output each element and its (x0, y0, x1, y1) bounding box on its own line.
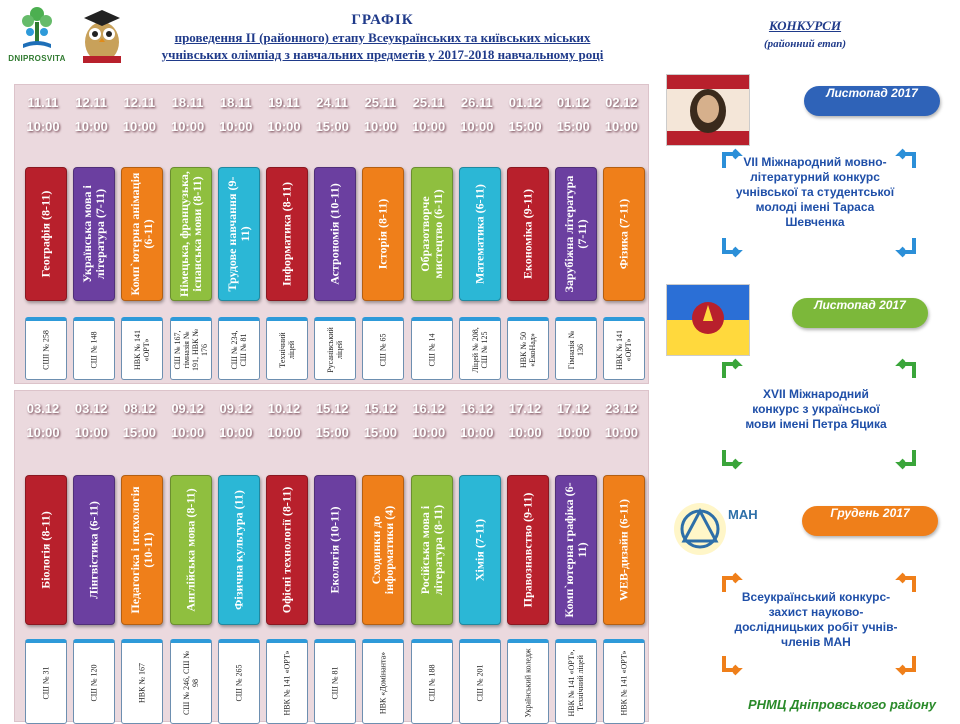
olympiad-time: 10:00 (122, 119, 157, 134)
schedule-column (453, 85, 497, 383)
subject-label: Історія (8-11) (375, 198, 390, 270)
footer-credit: РНМЦ Дніпровського району (748, 697, 936, 712)
venue-label: НВК № 141 «ОРТ» (615, 329, 634, 371)
subject-label: Зарубіжна література (7-11) (562, 175, 590, 293)
subject-card (603, 475, 645, 625)
subject-card (362, 167, 404, 301)
venue-label: НВК № 167 (137, 662, 147, 704)
venue-card (459, 317, 501, 380)
olympiad-date: 15.12 (315, 401, 349, 416)
olympiad-time: 10:00 (267, 119, 301, 134)
olympiad-time: 15:00 (508, 119, 542, 134)
venue-label: СШ № 31 (41, 666, 51, 700)
subject-label: Англійська мова (8-11) (183, 488, 198, 612)
schedule-column (115, 85, 159, 383)
subject-card (411, 167, 453, 301)
contest-2-corner-arrow-icon (896, 448, 916, 468)
schedule-panel-december (14, 390, 649, 722)
contest-2-month-pill: Листопад 2017 (792, 298, 928, 328)
venue-card (121, 317, 163, 380)
schedule-column (405, 391, 449, 721)
contest-3-month-pill: Грудень 2017 (802, 506, 938, 536)
venue-card (411, 639, 453, 724)
olympiad-date: 24.11 (316, 95, 349, 110)
venue-card (603, 317, 645, 380)
olympiad-time: 10:00 (556, 425, 590, 440)
venue-card (314, 639, 356, 724)
subject-label: Астрономія (10-11) (327, 183, 342, 285)
venue-label: НВК № 141 «ОРТ» (133, 329, 152, 371)
venue-label: СШ № 167, гімназія № 191, НВК № 176 (172, 328, 209, 372)
schedule-column (356, 391, 400, 721)
venue-label: Ліцей № 208, СШ № 125 (470, 327, 489, 373)
venue-card (266, 317, 308, 380)
contest-3-corner-arrow-icon (722, 574, 742, 594)
olympiad-date: 12.11 (123, 95, 156, 110)
subject-label: Економіка (9-11) (520, 189, 535, 280)
title-line-2: учнівських олімпіад з навчальних предметів у 2017-2018 навчальному році (161, 47, 604, 62)
olympiad-date: 17.12 (556, 401, 590, 416)
subject-label: Українська мова і література (7-11) (80, 185, 108, 283)
contest-1-corner-arrow-icon (896, 150, 916, 170)
contest-3-text: Всеукраїнський конкурс-захист науково-дослідницьких робіт учнів-членів МАН (734, 590, 898, 649)
contest-1-corner-arrow-icon (722, 150, 742, 170)
schedule-column (597, 85, 641, 383)
olympiad-date: 12.11 (75, 95, 108, 110)
olympiad-date: 18.11 (171, 95, 204, 110)
dniprosvita-logo (2, 4, 72, 66)
olympiad-date: 26.11 (460, 95, 493, 110)
olympiad-time: 10:00 (460, 425, 494, 440)
olympiad-date: 02.12 (605, 95, 638, 110)
olympiad-time: 10:00 (604, 119, 639, 134)
schedule-column (405, 85, 449, 383)
venue-card (218, 317, 260, 380)
venue-card (362, 317, 404, 380)
yatsyk-contest-image (666, 284, 750, 356)
olympiad-date: 18.11 (219, 95, 252, 110)
olympiad-time: 15:00 (363, 425, 398, 440)
subject-label: Сходинки до інформатики (4) (369, 505, 397, 595)
schedule-column (501, 391, 545, 721)
venue-label: Український коледж (523, 648, 533, 718)
schedule-column (308, 85, 352, 383)
contest-2-corner-arrow-icon (722, 360, 742, 380)
subject-card (314, 475, 356, 625)
olympiad-date: 09.12 (219, 401, 253, 416)
subject-label: Географія (8-11) (38, 190, 53, 278)
venue-card (411, 317, 453, 380)
schedule-column (67, 391, 111, 721)
venue-label: Технічний ліцей (278, 332, 296, 368)
venue-label: НВК № 141 «ОРТ», Технічний ліцей (567, 649, 586, 717)
venue-label: СШ № 201 (475, 664, 485, 702)
venue-label: СШ № 246, СШ № 98 (181, 650, 200, 716)
olympiad-date: 01.12 (508, 95, 542, 110)
olympiad-time: 10:00 (411, 425, 446, 440)
olympiad-date: 08.12 (123, 401, 156, 416)
venue-card (121, 639, 163, 724)
contest-1-text: VII Міжнародний мовно-літературний конкурс учнівської та студентської молоді імені Тараса Шевченка (735, 155, 895, 229)
venue-card (555, 639, 597, 724)
venue-card (507, 317, 549, 380)
olympiad-date: 09.12 (171, 401, 204, 416)
subject-card (411, 475, 453, 625)
subject-card (603, 167, 645, 301)
olympiad-time: 10:00 (26, 425, 60, 440)
schedule-column (67, 85, 111, 383)
olympiad-date: 15.12 (364, 401, 397, 416)
olympiad-time: 15:00 (315, 425, 349, 440)
olympiad-time: 15:00 (315, 119, 349, 134)
schedule-column (164, 85, 208, 383)
olympiad-time: 10:00 (604, 425, 639, 440)
subject-card (362, 475, 404, 625)
schedule-column (549, 85, 593, 383)
contest-3-corner-arrow-icon (722, 654, 742, 674)
page-title (130, 12, 635, 63)
subject-label: Педагогіка і психологія (10-11) (128, 486, 156, 614)
venue-label: СШ № 65 (378, 333, 388, 367)
owl-graduate-image (78, 4, 126, 64)
contest-1-corner-arrow-icon (896, 236, 916, 256)
contest-1-month-pill: Листопад 2017 (804, 86, 940, 116)
subject-label: Екологія (10-11) (327, 506, 342, 594)
olympiad-date: 25.11 (364, 95, 397, 110)
schedule-column (501, 85, 545, 383)
subject-label: Хімія (7-11) (472, 518, 487, 582)
olympiad-time: 10:00 (74, 425, 108, 440)
venue-label: СШІ № 258 (41, 330, 51, 370)
venue-label: НВК № 141 «ОРТ» (619, 650, 629, 716)
schedule-column (356, 85, 400, 383)
venue-label: НВК № 141 «ОРТ» (282, 650, 292, 716)
contest-3-corner-arrow-icon (896, 654, 916, 674)
venue-label: СШ № 14 (427, 333, 437, 367)
olympiad-date: 11.11 (27, 95, 59, 110)
olympiad-date: 03.12 (26, 401, 60, 416)
venue-card (170, 317, 212, 380)
subject-label: Російська мова і література (8-11) (417, 504, 445, 596)
subject-card (73, 475, 115, 625)
subject-card (266, 167, 308, 301)
schedule-column (19, 391, 63, 721)
subject-label: Комп`ютерна графіка (6-11) (562, 482, 590, 618)
venue-card (362, 639, 404, 724)
venue-label: СШ № 265 (234, 664, 244, 702)
venue-label: Гімназія № 136 (567, 330, 586, 370)
venue-label: СШ № 188 (427, 664, 437, 702)
subject-card (218, 167, 260, 301)
venue-label: СШ № 234, СШ № 81 (229, 330, 248, 370)
venue-label: НВК № 50 «ЕкоНад» (519, 331, 537, 369)
subject-card (266, 475, 308, 625)
subject-label: Образотворче мистецтво (6-11) (417, 189, 445, 279)
olympiad-date: 17.12 (508, 401, 542, 416)
olympiad-date: 10.12 (267, 401, 301, 416)
man-logo-image (664, 494, 758, 564)
subject-card (73, 167, 115, 301)
venue-card (555, 317, 597, 380)
schedule-column (260, 85, 304, 383)
olympiad-date: 16.12 (412, 401, 445, 416)
olympiad-time: 10:00 (363, 119, 398, 134)
subject-card (459, 475, 501, 625)
schedule-column (212, 391, 256, 721)
subject-label: Офісні технології (8-11) (279, 486, 294, 614)
subject-label: Біологія (8-11) (38, 511, 53, 589)
subject-card (314, 167, 356, 301)
venue-card (603, 639, 645, 724)
subject-card (555, 475, 597, 625)
olympiad-time: 10:00 (267, 425, 301, 440)
contests-subtitle: (районний етап) (763, 38, 847, 50)
schedule-column (308, 391, 352, 721)
schedule-column (597, 391, 641, 721)
venue-label: СШ № 148 (89, 331, 99, 369)
title-line-1: проведення ІІ (районного) етапу Всеукраїнських та київських міських (174, 30, 591, 45)
contest-2-corner-arrow-icon (722, 448, 742, 468)
subject-label: Фізика (7-11) (616, 198, 631, 270)
venue-card (266, 639, 308, 724)
schedule-column (19, 85, 63, 383)
subject-card (25, 475, 67, 625)
contest-1-corner-arrow-icon (722, 236, 742, 256)
olympiad-time: 10:00 (219, 425, 253, 440)
shevchenko-portrait-image (666, 74, 750, 146)
olympiad-date: 23.12 (605, 401, 638, 416)
olympiad-time: 15:00 (122, 425, 157, 440)
tree-icon (20, 4, 54, 52)
man-logo-text: МАН (728, 507, 758, 522)
venue-card (73, 639, 115, 724)
olympiad-date: 03.12 (74, 401, 108, 416)
venue-card (459, 639, 501, 724)
contest-2-text: XVII Міжнародний конкурс з української мови імені Петра Яцика (745, 387, 887, 431)
subject-card (507, 475, 549, 625)
schedule-column (212, 85, 256, 383)
subject-label: Німецька, французька, іспанська мови (8-11) (176, 171, 204, 297)
contest-2-corner-arrow-icon (896, 360, 916, 380)
olympiad-time: 10:00 (508, 425, 542, 440)
olympiad-date: 25.11 (412, 95, 445, 110)
schedule-column (115, 391, 159, 721)
subject-card (507, 167, 549, 301)
olympiad-time: 10:00 (460, 119, 494, 134)
olympiad-date: 19.11 (268, 95, 300, 110)
contest-3-corner-arrow-icon (896, 574, 916, 594)
olympiad-time: 10:00 (26, 119, 60, 134)
venue-card (25, 317, 67, 380)
olympiad-date: 16.12 (460, 401, 494, 416)
olympiad-date: 01.12 (556, 95, 590, 110)
venue-card (170, 639, 212, 724)
olympiad-time: 10:00 (74, 119, 108, 134)
venue-label: Русанівський ліцей (326, 327, 345, 373)
subject-card (170, 475, 212, 625)
olympiad-time: 10:00 (170, 119, 205, 134)
subject-label: Трудове навчання (9-11) (224, 176, 252, 292)
schedule-column (549, 391, 593, 721)
schedule-panel-november (14, 84, 649, 384)
subject-label: Лінгвістика (6-11) (86, 501, 101, 599)
venue-card (314, 317, 356, 380)
subject-label: Комп`ютерна анімація (6-11) (128, 172, 156, 296)
subject-label: Інформатика (8-11) (279, 181, 294, 287)
subject-card (121, 475, 163, 625)
subject-card (25, 167, 67, 301)
subject-card (170, 167, 212, 301)
subject-card (218, 475, 260, 625)
subject-label: Фізична культура (11) (231, 490, 246, 610)
venue-label: СШ № 120 (89, 664, 99, 702)
subject-label: Правознавство (9-11) (520, 492, 535, 608)
subject-label: WEB-дизайн (6-11) (616, 499, 631, 601)
venue-label: НВК «Домінанта» (378, 651, 388, 715)
venue-card (507, 639, 549, 724)
schedule-column (164, 391, 208, 721)
schedule-column (260, 391, 304, 721)
olympiad-time: 10:00 (170, 425, 205, 440)
subject-label: Математика (6-11) (472, 184, 487, 284)
olympiad-time: 15:00 (556, 119, 590, 134)
venue-label: СШ № 81 (330, 666, 340, 700)
olympiad-time: 10:00 (219, 119, 253, 134)
olympiad-time: 10:00 (411, 119, 446, 134)
venue-card (218, 639, 260, 724)
subject-card (555, 167, 597, 301)
logo-text: DNIPROSVITA (8, 54, 66, 63)
schedule-column (453, 391, 497, 721)
title-main: ГРАФІК (351, 12, 414, 28)
venue-card (25, 639, 67, 724)
subject-card (121, 167, 163, 301)
venue-card (73, 317, 115, 380)
contests-title: КОНКУРСИ (768, 18, 842, 33)
subject-card (459, 167, 501, 301)
